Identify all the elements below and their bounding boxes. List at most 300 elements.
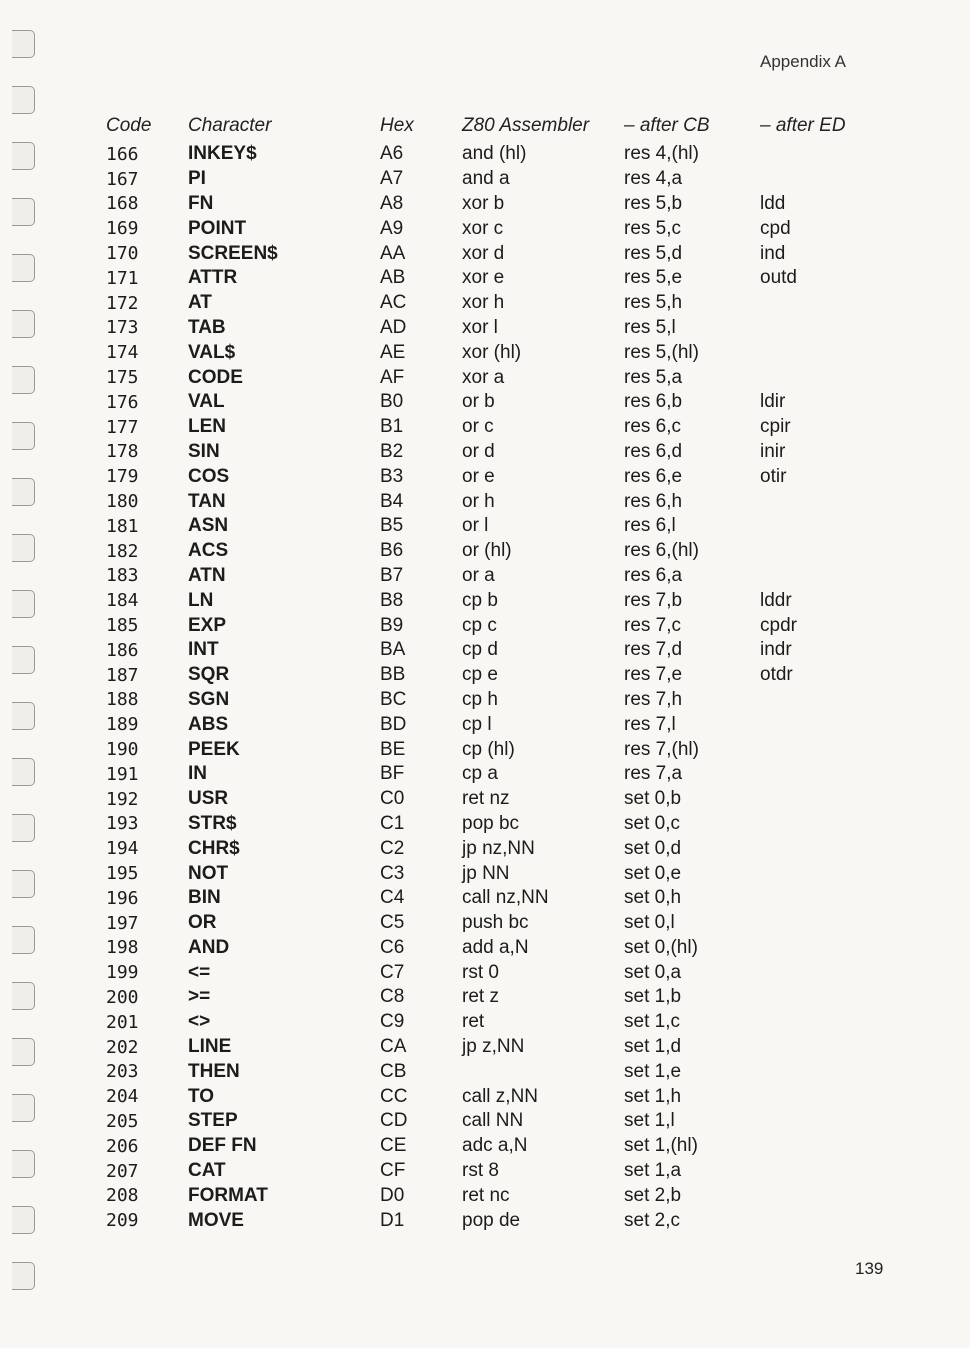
cell-code: 176 <box>106 391 139 413</box>
cell-character: THEN <box>188 1060 240 1082</box>
cell-after-cb: set 1,b <box>624 986 682 1008</box>
cell-hex: AB <box>380 267 406 289</box>
table-row <box>100 1084 870 1109</box>
cell-z80: or h <box>462 490 495 512</box>
cell-code: 188 <box>106 689 139 711</box>
cell-z80: xor b <box>462 192 505 214</box>
cell-hex: A7 <box>380 168 404 190</box>
cell-after-ed <box>760 886 870 911</box>
cell-code: 170 <box>106 243 139 265</box>
cell-character: EXP <box>188 614 227 636</box>
cell-character: INKEY$ <box>188 143 257 165</box>
cell-after-cb: set 0,a <box>624 961 682 983</box>
table-row <box>100 1109 870 1134</box>
header-hex: Hex <box>380 115 414 136</box>
cell-z80: rst 8 <box>462 1160 499 1182</box>
cell-z80: ret <box>462 1011 485 1033</box>
cell-after-cb: res 5,e <box>624 267 683 289</box>
cell-hex: B6 <box>380 540 404 562</box>
cell-hex: CB <box>380 1060 407 1082</box>
cell-character: AT <box>188 292 212 314</box>
cell-hex: B9 <box>380 614 404 636</box>
cell-z80: cp (hl) <box>462 738 515 760</box>
cell-after-ed <box>760 688 870 713</box>
cell-hex: CD <box>380 1110 408 1132</box>
cell-after-ed: inir <box>760 440 786 462</box>
cell-character: TAN <box>188 490 226 512</box>
cell-after-cb: set 1,c <box>624 1011 680 1033</box>
cell-code: 204 <box>106 1086 139 1108</box>
cell-z80: cp e <box>462 664 498 686</box>
cell-code: 168 <box>106 193 139 215</box>
cell-after-ed <box>760 911 870 936</box>
table-row <box>100 514 870 539</box>
cell-after-cb: set 0,e <box>624 862 682 884</box>
cell-hex: D1 <box>380 1209 405 1231</box>
cell-z80: xor d <box>462 242 505 264</box>
cell-after-cb: res 7,e <box>624 664 683 686</box>
cell-after-ed: ldd <box>760 192 786 214</box>
cell-z80: xor e <box>462 267 505 289</box>
table-row <box>100 142 870 167</box>
cell-z80: jp nz,NN <box>462 837 535 859</box>
table-row <box>100 192 870 217</box>
cell-after-ed: indr <box>760 639 792 661</box>
cell-hex: C4 <box>380 887 405 909</box>
cell-character: POINT <box>188 217 247 239</box>
cell-z80: xor a <box>462 366 505 388</box>
cell-z80: xor (hl) <box>462 341 522 363</box>
cell-after-cb: set 0,d <box>624 837 682 859</box>
table-row <box>100 613 870 638</box>
binding-hole <box>12 1094 35 1122</box>
cell-character: VAL$ <box>188 341 236 363</box>
cell-hex: AE <box>380 341 406 363</box>
cell-after-ed <box>760 712 870 737</box>
cell-after-ed <box>760 142 870 167</box>
cell-after-ed <box>760 960 870 985</box>
cell-after-ed <box>760 985 870 1010</box>
table-row <box>100 1183 870 1208</box>
cell-after-cb: res 6,l <box>624 515 676 537</box>
cell-after-cb: res 4,a <box>624 168 683 190</box>
cell-after-cb: res 7,h <box>624 688 683 710</box>
table-row <box>100 712 870 737</box>
cell-character: SQR <box>188 664 230 686</box>
cell-z80: add a,N <box>462 936 529 958</box>
cell-after-cb: res 7,l <box>624 713 676 735</box>
binding-hole <box>12 814 35 842</box>
cell-after-ed <box>760 167 870 192</box>
binding-hole <box>12 310 35 338</box>
cell-character: <> <box>188 1011 211 1033</box>
binding-hole <box>12 870 35 898</box>
binding-hole <box>12 926 35 954</box>
cell-code: 198 <box>106 937 139 959</box>
cell-after-cb: res 6,c <box>624 416 682 438</box>
cell-code: 179 <box>106 466 139 488</box>
cell-after-cb: res 5,a <box>624 366 683 388</box>
cell-z80: ret nz <box>462 788 510 810</box>
cell-after-cb: set 1,a <box>624 1160 682 1182</box>
cell-after-ed <box>760 936 870 961</box>
character-code-table <box>100 110 870 1233</box>
cell-character: ASN <box>188 515 229 537</box>
cell-hex: AF <box>380 366 405 388</box>
cell-code: 205 <box>106 1110 139 1132</box>
cell-after-ed: cpir <box>760 416 791 438</box>
cell-character: LEN <box>188 416 226 438</box>
table-row <box>100 167 870 192</box>
cell-after-ed <box>760 1035 870 1060</box>
table-row <box>100 216 870 241</box>
cell-code: 201 <box>106 1011 139 1033</box>
cell-character: AND <box>188 936 230 958</box>
cell-hex: BF <box>380 763 405 785</box>
cell-after-ed: lddr <box>760 589 792 611</box>
cell-character: COS <box>188 465 230 487</box>
cell-character: NOT <box>188 862 229 884</box>
cell-code: 185 <box>106 615 139 637</box>
cell-hex: BA <box>380 639 406 661</box>
cell-code: 175 <box>106 367 139 389</box>
binding-hole <box>12 478 35 506</box>
cell-after-cb: set 0,c <box>624 812 680 834</box>
cell-character: IN <box>188 763 207 785</box>
cell-hex: AC <box>380 292 407 314</box>
table-row <box>100 1059 870 1084</box>
cell-after-ed <box>760 514 870 539</box>
cell-code: 191 <box>106 763 139 785</box>
cell-hex: C9 <box>380 1011 405 1033</box>
cell-after-ed <box>760 1134 870 1159</box>
cell-character: TO <box>188 1085 215 1107</box>
table-row <box>100 1035 870 1060</box>
cell-after-ed: ldir <box>760 391 786 413</box>
table-row <box>100 489 870 514</box>
cell-character: SCREEN$ <box>188 242 278 264</box>
cell-after-cb: res 7,(hl) <box>624 738 699 760</box>
cell-after-ed <box>760 564 870 589</box>
cell-code: 178 <box>106 441 139 463</box>
table-header-row <box>100 110 870 142</box>
table-row <box>100 365 870 390</box>
cell-after-cb: res 7,b <box>624 589 683 611</box>
table-row <box>100 539 870 564</box>
cell-z80: or d <box>462 440 495 462</box>
binding-hole <box>12 30 35 58</box>
cell-after-cb: res 6,b <box>624 391 683 413</box>
cell-code: 171 <box>106 267 139 289</box>
cell-z80: xor l <box>462 316 498 338</box>
table-row <box>100 588 870 613</box>
cell-after-ed <box>760 316 870 341</box>
cell-after-ed <box>760 1010 870 1035</box>
binding-hole <box>12 1038 35 1066</box>
cell-hex: BB <box>380 664 406 686</box>
cell-hex: C3 <box>380 862 405 884</box>
cell-after-cb: res 6,h <box>624 490 683 512</box>
cell-z80: jp z,NN <box>462 1036 525 1058</box>
cell-hex: B8 <box>380 589 404 611</box>
cell-after-ed <box>760 861 870 886</box>
binding-hole <box>12 702 35 730</box>
cell-z80: and (hl) <box>462 143 527 165</box>
cell-z80: cp a <box>462 763 498 785</box>
cell-code: 182 <box>106 540 139 562</box>
cell-hex: BC <box>380 688 407 710</box>
cell-z80: cp h <box>462 688 498 710</box>
cell-code: 187 <box>106 664 139 686</box>
cell-after-ed <box>760 762 870 787</box>
cell-character: ATN <box>188 564 226 586</box>
table-row <box>100 960 870 985</box>
cell-code: 166 <box>106 143 139 165</box>
cell-after-ed <box>760 1159 870 1184</box>
cell-hex: CE <box>380 1135 407 1157</box>
spiral-binding <box>4 30 44 1330</box>
table-row <box>100 787 870 812</box>
cell-character: OR <box>188 912 217 934</box>
cell-after-cb: res 5,d <box>624 242 683 264</box>
cell-code: 199 <box>106 962 139 984</box>
cell-character: PEEK <box>188 738 240 760</box>
cell-after-cb: set 2,b <box>624 1184 682 1206</box>
cell-code: 177 <box>106 416 139 438</box>
table-row <box>100 340 870 365</box>
table-row <box>100 762 870 787</box>
cell-character: >= <box>188 986 211 1008</box>
cell-after-cb: res 6,e <box>624 465 683 487</box>
cell-code: 207 <box>106 1160 139 1182</box>
binding-hole <box>12 1206 35 1234</box>
cell-after-cb: res 6,a <box>624 564 683 586</box>
cell-after-ed <box>760 291 870 316</box>
cell-code: 194 <box>106 838 139 860</box>
cell-z80: call z,NN <box>462 1085 539 1107</box>
cell-z80: or b <box>462 391 495 413</box>
cell-hex: B4 <box>380 490 404 512</box>
cell-after-ed <box>760 1183 870 1208</box>
cell-z80: pop de <box>462 1209 521 1231</box>
cell-character: ABS <box>188 713 229 735</box>
cell-code: 206 <box>106 1135 139 1157</box>
cell-after-cb: set 1,d <box>624 1036 682 1058</box>
table-row <box>100 241 870 266</box>
table-row <box>100 1159 870 1184</box>
cell-z80: cp l <box>462 713 492 735</box>
cell-hex: B5 <box>380 515 404 537</box>
cell-character: ACS <box>188 540 229 562</box>
table-row <box>100 985 870 1010</box>
cell-after-cb: res 5,c <box>624 217 682 239</box>
cell-character: INT <box>188 639 219 661</box>
cell-hex: A6 <box>380 143 404 165</box>
cell-hex: D0 <box>380 1184 405 1206</box>
cell-code: 192 <box>106 788 139 810</box>
cell-code: 172 <box>106 292 139 314</box>
table-row <box>100 861 870 886</box>
cell-character: STEP <box>188 1110 238 1132</box>
cell-hex: C8 <box>380 986 405 1008</box>
cell-hex: A8 <box>380 192 404 214</box>
cell-after-cb: set 1,h <box>624 1085 682 1107</box>
cell-after-cb: set 0,l <box>624 912 675 934</box>
binding-hole <box>12 758 35 786</box>
cell-character: CODE <box>188 366 243 388</box>
cell-character: FORMAT <box>188 1184 268 1206</box>
cell-after-cb: res 4,(hl) <box>624 143 699 165</box>
running-head: Appendix A <box>760 52 847 71</box>
cell-after-cb: set 0,b <box>624 788 682 810</box>
cell-after-cb: res 5,l <box>624 316 676 338</box>
cell-code: 208 <box>106 1185 139 1207</box>
cell-character: BIN <box>188 887 221 909</box>
cell-code: 186 <box>106 639 139 661</box>
cell-character: <= <box>188 961 211 983</box>
cell-z80: pop bc <box>462 812 520 834</box>
cell-z80: rst 0 <box>462 961 499 983</box>
cell-after-ed <box>760 340 870 365</box>
cell-hex: AA <box>380 242 406 264</box>
cell-character: SIN <box>188 440 220 462</box>
cell-hex: C7 <box>380 961 405 983</box>
cell-character: PI <box>188 168 206 190</box>
cell-character: STR$ <box>188 812 237 834</box>
binding-hole <box>12 142 35 170</box>
table-row <box>100 688 870 713</box>
cell-z80: ret z <box>462 986 499 1008</box>
header-character: Character <box>188 115 272 136</box>
cell-after-ed: cpdr <box>760 614 797 636</box>
binding-hole <box>12 198 35 226</box>
cell-after-cb: res 7,a <box>624 763 683 785</box>
cell-character: ATTR <box>188 267 238 289</box>
cell-z80: push bc <box>462 912 529 934</box>
cell-z80 <box>462 1059 624 1084</box>
cell-hex: C2 <box>380 837 405 859</box>
table-row <box>100 316 870 341</box>
cell-code: 184 <box>106 590 139 612</box>
cell-after-ed <box>760 787 870 812</box>
cell-code: 193 <box>106 813 139 835</box>
cell-after-ed <box>760 1084 870 1109</box>
header-after-ed: – after ED <box>760 115 846 136</box>
cell-character: CHR$ <box>188 837 240 859</box>
cell-z80: call NN <box>462 1110 524 1132</box>
cell-code: 200 <box>106 986 139 1008</box>
cell-hex: B0 <box>380 391 404 413</box>
cell-code: 174 <box>106 342 139 364</box>
cell-code: 173 <box>106 317 139 339</box>
cell-after-ed <box>760 1208 870 1233</box>
table-row <box>100 812 870 837</box>
cell-after-ed <box>760 1059 870 1084</box>
cell-z80: and a <box>462 168 510 190</box>
cell-code: 180 <box>106 491 139 513</box>
cell-character: SGN <box>188 688 230 710</box>
cell-hex: C6 <box>380 936 405 958</box>
table-row <box>100 911 870 936</box>
cell-z80: or (hl) <box>462 540 512 562</box>
cell-after-cb: res 5,b <box>624 192 683 214</box>
cell-after-cb: res 7,c <box>624 614 682 636</box>
cell-z80: or a <box>462 564 495 586</box>
cell-after-cb: set 2,c <box>624 1209 680 1231</box>
table-row <box>100 737 870 762</box>
cell-hex: CF <box>380 1160 406 1182</box>
cell-character: USR <box>188 788 229 810</box>
cell-character: TAB <box>188 316 226 338</box>
cell-z80: xor c <box>462 217 504 239</box>
cell-character: VAL <box>188 391 225 413</box>
table-row <box>100 1208 870 1233</box>
cell-after-ed <box>760 1109 870 1134</box>
header-code: Code <box>106 115 152 136</box>
binding-hole <box>12 590 35 618</box>
header-after-cb: – after CB <box>624 115 710 136</box>
cell-after-cb: set 1,(hl) <box>624 1135 698 1157</box>
cell-z80: or e <box>462 465 495 487</box>
cell-after-ed <box>760 812 870 837</box>
cell-hex: CA <box>380 1036 407 1058</box>
cell-code: 203 <box>106 1061 139 1083</box>
cell-code: 189 <box>106 714 139 736</box>
table-row <box>100 1010 870 1035</box>
cell-hex: BE <box>380 738 406 760</box>
table-row <box>100 564 870 589</box>
table-row <box>100 390 870 415</box>
cell-after-ed: outd <box>760 267 797 289</box>
cell-after-cb: res 6,d <box>624 440 683 462</box>
cell-code: 195 <box>106 863 139 884</box>
cell-z80: call nz,NN <box>462 887 549 909</box>
binding-hole <box>12 646 35 674</box>
cell-z80: xor h <box>462 292 505 314</box>
cell-hex: B7 <box>380 564 404 586</box>
cell-after-cb: res 6,(hl) <box>624 540 699 562</box>
table-row <box>100 415 870 440</box>
cell-hex: C1 <box>380 812 405 834</box>
table-row <box>100 1134 870 1159</box>
binding-hole <box>12 366 35 394</box>
cell-character: CAT <box>188 1160 226 1182</box>
table-row <box>100 836 870 861</box>
cell-after-cb: set 0,h <box>624 887 682 909</box>
cell-after-ed <box>760 539 870 564</box>
cell-code: 196 <box>106 887 139 909</box>
header-z80-assembler: Z80 Assembler <box>462 115 590 136</box>
cell-after-ed <box>760 489 870 514</box>
binding-hole <box>12 254 35 282</box>
cell-code: 167 <box>106 168 139 190</box>
cell-after-ed: cpd <box>760 217 791 239</box>
cell-hex: C0 <box>380 788 405 810</box>
cell-code: 202 <box>106 1036 139 1058</box>
cell-code: 169 <box>106 218 139 240</box>
cell-after-cb: res 5,h <box>624 292 683 314</box>
cell-character: FN <box>188 192 214 214</box>
cell-hex: CC <box>380 1085 408 1107</box>
table-row <box>100 663 870 688</box>
cell-z80: cp c <box>462 614 497 636</box>
table-row <box>100 440 870 465</box>
table-row <box>100 638 870 663</box>
table-row <box>100 464 870 489</box>
cell-z80: or c <box>462 416 494 438</box>
cell-z80: adc a,N <box>462 1135 528 1157</box>
cell-after-ed <box>760 737 870 762</box>
